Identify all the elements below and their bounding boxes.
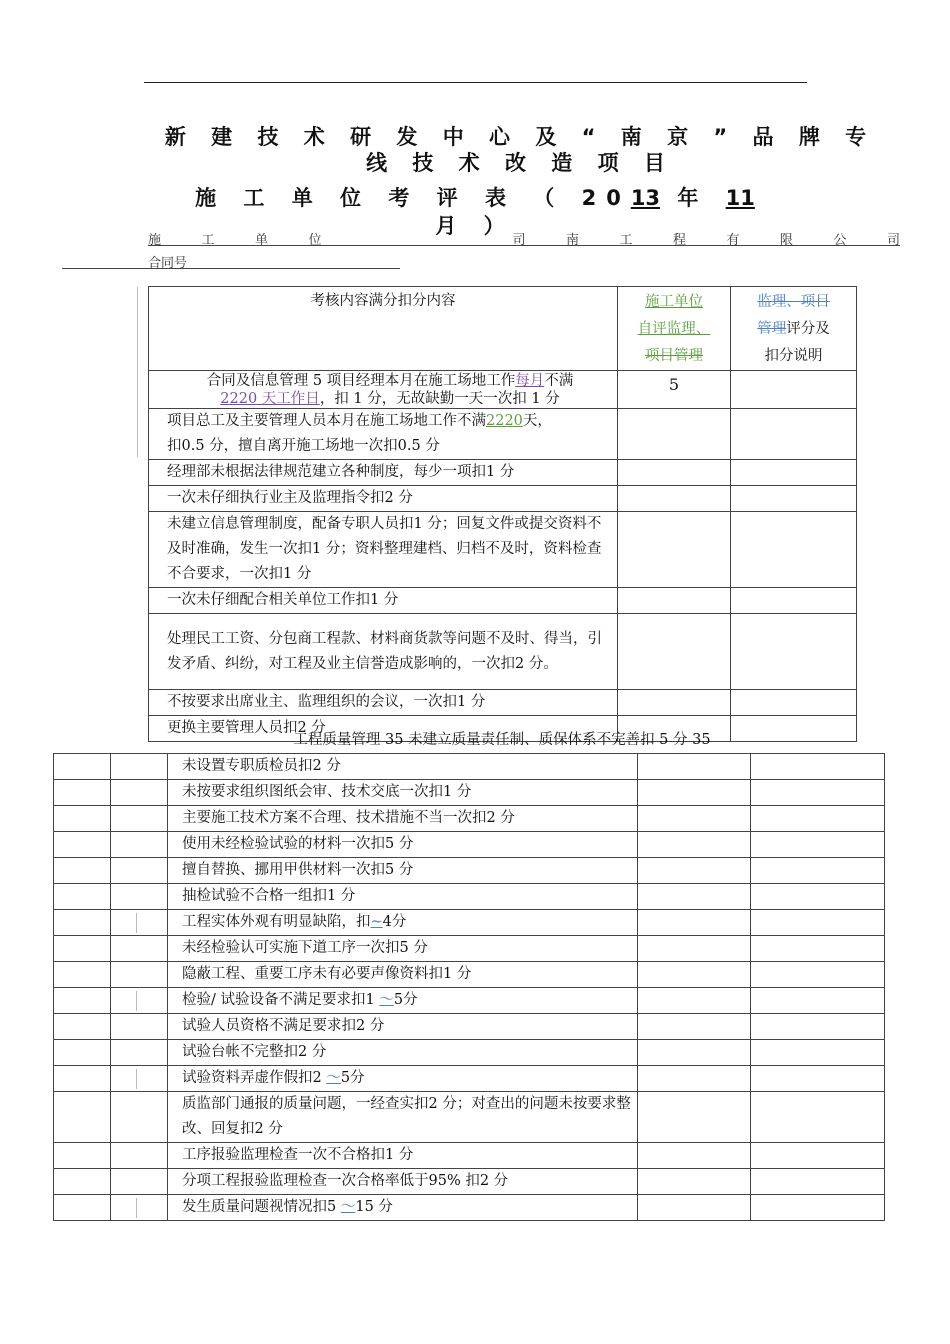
assessment-table-contract — [148, 286, 857, 742]
table-row — [54, 910, 885, 936]
table-row: 分项工程报验监理检查一次合格率低于95% 扣2 分 — [54, 1169, 885, 1195]
table-header-row — [149, 287, 857, 371]
contract-number-label: 合同号 — [148, 256, 188, 271]
top-rule — [144, 82, 807, 83]
table-row: 质监部门通报的质量问题，一经查实扣2 分；对查出的问题未按要求整改、回复扣2 分 — [54, 1092, 885, 1143]
row-text: 项目总工及主要管理人员本月在施工场地工作不满2220天， 扣0.5 分，擅自离开施工场地一次扣0.5 分 — [149, 409, 618, 460]
table-row: 未建立信息管理制度，配备专职人员扣1 分；回复文件或提交资料不及时准确，发生一次扣1 分；资料整理建档、归档不及时，资料检查不合要求，一次扣1 分 — [149, 512, 857, 588]
document-title: 新 建 技 术 研 发 中 心 及 “ 南 京 ” 品 牌 专 线 技 术 改 造 项 目 — [164, 125, 876, 175]
table-row: 擅自替换、挪用甲供材料一次扣5 分 — [54, 858, 885, 884]
row-text: 试验资料弄虚作假扣2 ～5分 — [168, 1066, 638, 1092]
table-row — [54, 1195, 885, 1221]
table-row: 不按要求出席业主、监理组织的会议，一次扣1 分 — [149, 690, 857, 716]
table-row: 隐蔽工程、重要工序未有必要声像资料扣1 分 — [54, 962, 885, 988]
side-rule — [137, 287, 138, 457]
unit-info-row: 施 工 单 位 司 南 工 程 有 限 公 司 — [148, 229, 900, 246]
header-content: 考核内容满分扣分内容 — [149, 287, 618, 371]
table-row: 一次未仔细执行业主及监理指令扣2 分 — [149, 486, 857, 512]
row-score: 5 — [618, 371, 731, 409]
table-row: 工序报验监理检查一次不合格扣1 分 — [54, 1143, 885, 1169]
row-text: 工程实体外观有明显缺陷，扣~4分 — [168, 910, 638, 936]
month-value: 11 — [725, 186, 755, 210]
document-subtitle: 施 工 单 位 考 评 表 （ 2013 年 11 月 ） — [195, 186, 755, 238]
row-text: 检验/ 试验设备不满足要求扣1 ～5分 — [168, 988, 638, 1014]
contract-number-line — [62, 268, 400, 269]
table-row — [149, 409, 857, 460]
table-row: 抽检试验不合格一组扣1 分 — [54, 884, 885, 910]
year-value: 13 — [630, 186, 661, 210]
table-row: 经理部未根据法律规范建立各种制度，每少一项扣1 分 — [149, 460, 857, 486]
table-row: 一次未仔细配合相关单位工作扣1 分 — [149, 588, 857, 614]
table-row: 使用未经检验试验的材料一次扣5 分 — [54, 832, 885, 858]
section-heading-quality: 工程质量管理 35 未建立质量责任制、质保体系不完善扣 5 分 35 — [293, 732, 711, 748]
table-row: 未按要求组织图纸会审、技术交底一次扣1 分 — [54, 780, 885, 806]
row-text: 发生质量问题视情况扣5 ～15 分 — [168, 1195, 638, 1221]
table-row: 试验人员资格不满足要求扣2 分 — [54, 1014, 885, 1040]
header-supervisor-eval: 监理、项目 管理评分及 扣分说明 — [731, 287, 857, 371]
table-row: 未经检验认可实施下道工序一次扣5 分 — [54, 936, 885, 962]
assessment-table-quality — [53, 753, 885, 1221]
table-row — [54, 1066, 885, 1092]
table-row: 更换主要管理人员扣2 分 — [149, 716, 857, 742]
table-row: 试验台帐不完整扣2 分 — [54, 1040, 885, 1066]
table-row: 主要施工技术方案不合理、技术措施不当一次扣2 分 — [54, 806, 885, 832]
row-text: 合同及信息管理 5 项目经理本月在施工场地工作每月不满 2220 天工作日，扣 1 分，无故缺勤一天一次扣 1 分 — [149, 371, 618, 409]
header-self-eval: 施工单位 自评监理、 项目管理 — [618, 287, 731, 371]
table-row: 未设置专职质检员扣2 分 — [54, 754, 885, 780]
table-row: 处理民工工资、分包商工程款、材料商货款等问题不及时、得当，引发矛盾、纠纷，对工程及业主信誉造成影响的，一次扣2 分。 — [149, 614, 857, 690]
table-row — [54, 988, 885, 1014]
table-row — [149, 371, 857, 409]
